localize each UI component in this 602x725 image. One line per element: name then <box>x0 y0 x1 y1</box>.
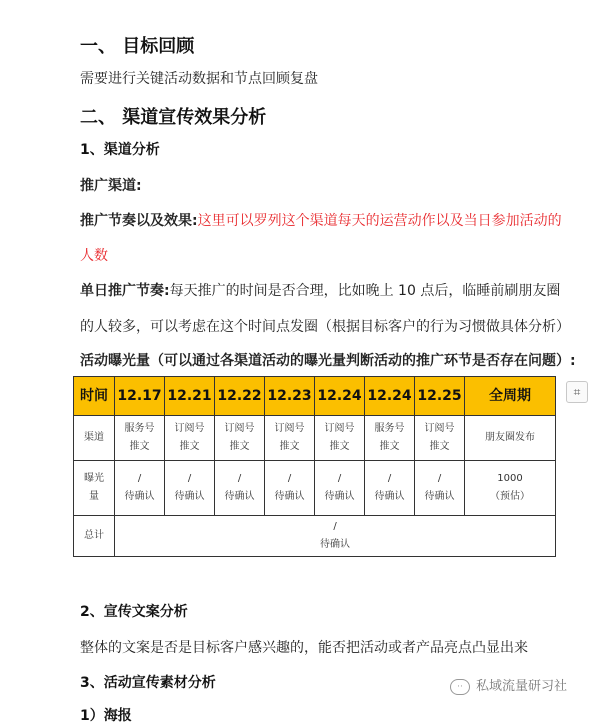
header-cell: 全周期 <box>465 377 556 416</box>
watermark-text: 私域流量研习社 <box>476 679 568 694</box>
channel-cell: 订阅号 推文 <box>215 416 265 461</box>
section-heading-review: 一、 目标回顾 <box>80 36 195 57</box>
expand-icon[interactable]: ⌗ <box>566 381 588 403</box>
channel-cell: 服务号 推文 <box>365 416 415 461</box>
copy-analysis-text: 整体的文案是否是目标客户感兴趣的，能否把活动或者产品亮点凸显出来 <box>80 640 528 656</box>
section-heading-channel-effect: 二、 渠道宣传效果分析 <box>80 107 267 128</box>
subheading-channel-analysis: 1、渠道分析 <box>80 142 160 158</box>
promo-rhythm-line2: 人数 <box>80 248 108 264</box>
exposure-heading: 活动曝光量（可以通过各渠道活动的曝光量判断活动的推广环节是否存在问题）: <box>80 353 576 369</box>
promo-rhythm-label: 推广节奏以及效果: <box>80 213 198 229</box>
channel-cell: 订阅号 推文 <box>315 416 365 461</box>
header-cell: 12.24 <box>315 377 365 416</box>
row-label: 总计 <box>74 516 115 557</box>
exposure-cell: / 待确认 <box>165 461 215 516</box>
daily-rhythm-text: 每天推广的时间是否合理，比如晚上 10 点后，临睡前刷朋友圈 <box>169 283 561 299</box>
table-row-total <box>74 516 556 557</box>
exposure-cell: / 待确认 <box>215 461 265 516</box>
header-cell: 时间 <box>74 377 115 416</box>
exposure-cell: / 待确认 <box>315 461 365 516</box>
exposure-cell: / 待确认 <box>115 461 165 516</box>
channel-cell: 服务号 推文 <box>115 416 165 461</box>
subheading-poster: 1）海报 <box>80 708 132 724</box>
wechat-icon: ·· <box>450 679 470 695</box>
watermark <box>450 675 567 695</box>
header-cell: 12.22 <box>215 377 265 416</box>
review-text: 需要进行关键活动数据和节点回顾复盘 <box>80 71 318 87</box>
exposure-cell: 1000 （预估） <box>465 461 556 516</box>
channel-cell: 订阅号 推文 <box>165 416 215 461</box>
header-cell: 12.21 <box>165 377 215 416</box>
table-header-row <box>74 377 556 416</box>
subheading-material-analysis: 3、活动宣传素材分析 <box>80 675 216 691</box>
daily-rhythm-line1 <box>80 280 560 300</box>
exposure-cell: / 待确认 <box>415 461 465 516</box>
promo-rhythm-line1 <box>80 210 562 230</box>
header-cell: 12.25 <box>415 377 465 416</box>
channel-cell: 订阅号 推文 <box>415 416 465 461</box>
subheading-copy-analysis: 2、宣传文案分析 <box>80 604 188 620</box>
promo-rhythm-text: 这里可以罗列这个渠道每天的运营动作以及当日参加活动的 <box>197 213 562 229</box>
daily-rhythm-line2: 的人较多，可以考虑在这个时间点发圈（根据目标客户的行为习惯做具体分析） <box>80 319 570 335</box>
header-cell: 12.17 <box>115 377 165 416</box>
exposure-table <box>73 376 556 557</box>
total-cell: / 待确认 <box>115 516 556 557</box>
row-label: 曝光 量 <box>74 461 115 516</box>
promo-channel-label: 推广渠道: <box>80 178 142 194</box>
table-row-exposure <box>74 461 556 516</box>
row-label: 渠道 <box>74 416 115 461</box>
table-row-channel <box>74 416 556 461</box>
channel-cell: 朋友圈发布 <box>465 416 556 461</box>
exposure-cell: / 待确认 <box>265 461 315 516</box>
header-cell: 12.23 <box>265 377 315 416</box>
exposure-cell: / 待确认 <box>365 461 415 516</box>
channel-cell: 订阅号 推文 <box>265 416 315 461</box>
header-cell: 12.24 <box>365 377 415 416</box>
daily-rhythm-label: 单日推广节奏: <box>80 283 170 299</box>
